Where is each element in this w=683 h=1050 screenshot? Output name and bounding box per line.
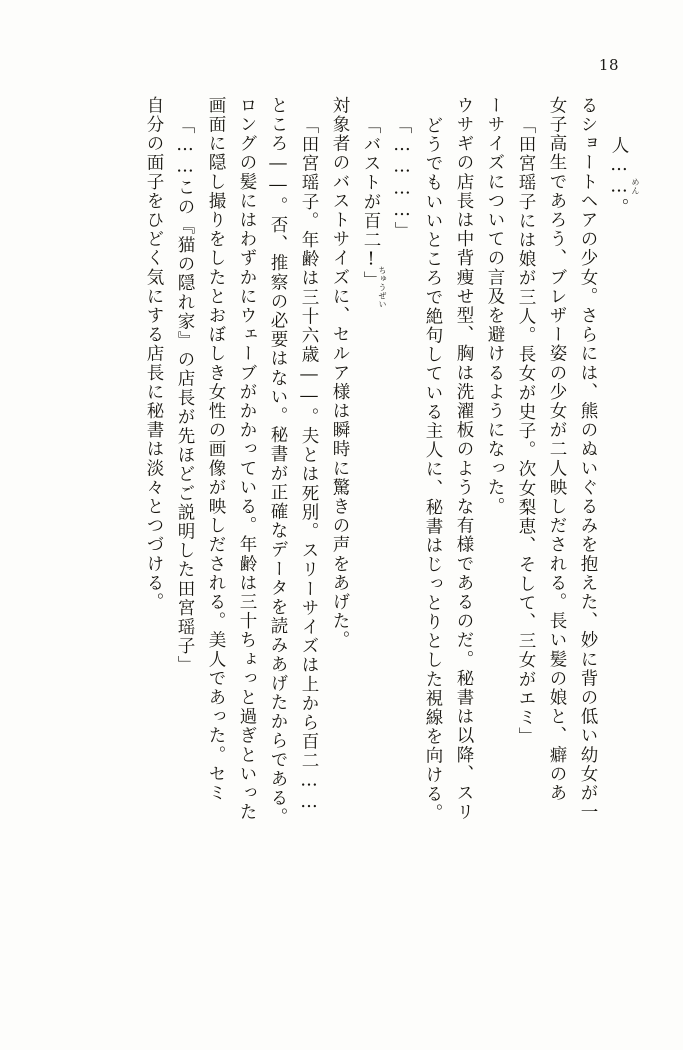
ruby-annotation-chuuzei: ちゅうぜい	[378, 266, 387, 309]
text-line: 女子高生であろう、ブレザー姿の少女が二人映しだされる。長い髪の娘と、癖のあ	[547, 96, 567, 803]
text-line: ところ――。否、推察の必要はない。秘書が正確なデータを読みあげたからである。	[268, 96, 288, 827]
vertical-text-block	[56, 96, 627, 996]
ruby-annotation-mentsu: めん	[631, 178, 640, 195]
text-line: るショートヘアの少女。さらには、熊のぬいぐるみを抱えた、妙に背の低い幼女が一	[578, 96, 598, 822]
text-line: 人……。	[609, 136, 629, 218]
text-line: 「……この『猫の隠れ家』の店長が先ほどご説明した田宮瑶子」	[175, 116, 195, 675]
text-line: 「…………」	[392, 116, 412, 241]
text-line: 自分の面子をひどく気にする店長に秘書は淡々とつづける。	[144, 96, 164, 612]
text-line: ーサイズについての言及を避けるようになった。	[485, 96, 505, 517]
text-line: ロングの髪にはわずかにウェーブがかかっている。年齢は三十ちょっと過ぎといった	[237, 96, 257, 822]
text-line: どうでもいいところで絶句している主人に、秘書はじっとりとした視線を向ける。	[423, 116, 443, 823]
text-line: 「バストが百二!」	[361, 116, 381, 291]
text-line: 対象者のバストサイズに、セルア様は瞬時に驚きの声をあげた。	[330, 96, 350, 650]
text-line: ウサギの店長は中背痩せ型、胸は洗濯板のような有様であるのだ。秘書は以降、スリ	[454, 96, 474, 822]
text-line: 「田宮瑶子には娘が三人。長女が史子。次女梨恵、そして、三女がエミ」	[516, 116, 536, 747]
text-line: 「田宮瑶子。年齢は三十六歳――。夫とは死別。スリーサイズは上から百二……	[299, 116, 319, 814]
text-line: 画面に隠し撮りをしたとおぼしき女性の画像が映しだされる。美人であった。セミ	[206, 96, 226, 803]
page-number: 18	[598, 56, 619, 74]
